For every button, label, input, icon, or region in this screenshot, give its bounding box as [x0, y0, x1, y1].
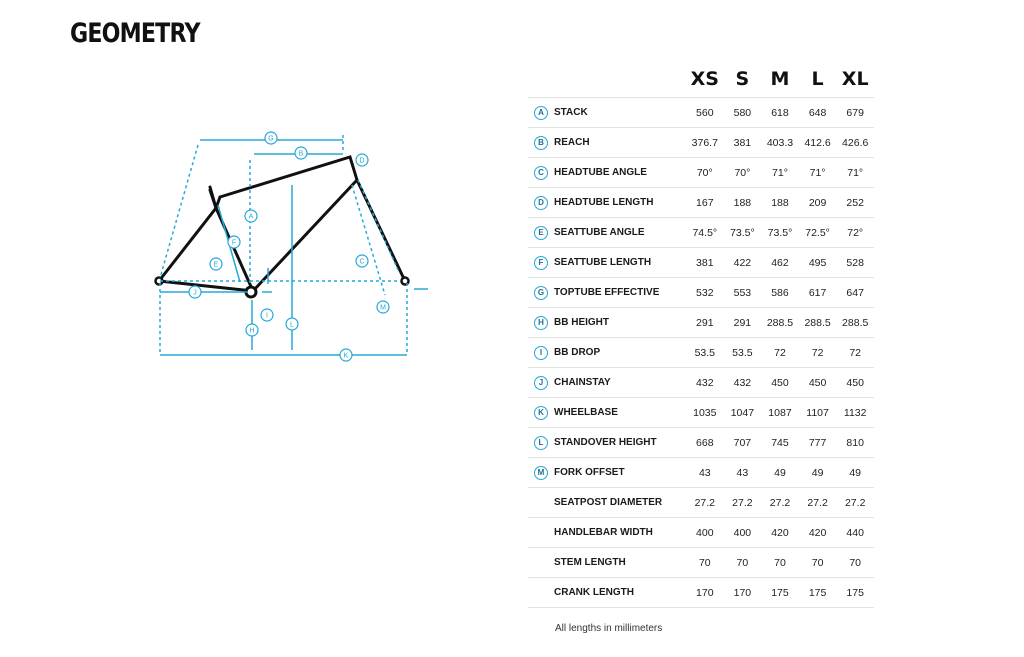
value-cell-l: 49	[799, 458, 837, 488]
value-cell-l: 617	[799, 278, 837, 308]
value-cell-xs: 432	[686, 368, 724, 398]
value-cell-l: 495	[799, 248, 837, 278]
row-badge-cell	[528, 548, 554, 578]
row-badge-cell	[528, 428, 554, 458]
letter-badge: C	[534, 166, 548, 180]
value-cell-m: 420	[761, 518, 799, 548]
table-row	[528, 578, 874, 608]
value-cell-s: 432	[724, 368, 762, 398]
value-cell-xl: 72	[836, 338, 874, 368]
value-cell-m: 618	[761, 98, 799, 128]
svg-text:H: H	[249, 327, 255, 335]
value-cell-s: 70	[724, 548, 762, 578]
diagram-badge-a	[245, 210, 257, 222]
value-cell-s: 400	[724, 518, 762, 548]
value-cell-m: 72	[761, 338, 799, 368]
value-cell-l: 71°	[799, 158, 837, 188]
table-row	[528, 428, 874, 458]
diagram-badge-j	[189, 286, 201, 298]
value-cell-xl: 49	[836, 458, 874, 488]
diagram-badge-b	[295, 147, 307, 159]
value-cell-xs: 291	[686, 308, 724, 338]
value-cell-s: 188	[724, 188, 762, 218]
row-label: HEADTUBE LENGTH	[554, 188, 686, 218]
svg-text:M: M	[380, 304, 386, 312]
value-cell-s: 553	[724, 278, 762, 308]
table-row	[528, 278, 874, 308]
value-cell-s: 1047	[724, 398, 762, 428]
svg-text:F: F	[231, 239, 237, 247]
value-cell-s: 53.5	[724, 338, 762, 368]
letter-badge: M	[534, 466, 548, 480]
row-badge-cell	[528, 218, 554, 248]
row-label: HANDLEBAR WIDTH	[554, 518, 686, 548]
letter-badge: H	[534, 316, 548, 330]
value-cell-m: 73.5°	[761, 218, 799, 248]
svg-text:I: I	[266, 312, 268, 320]
value-cell-xs: 381	[686, 248, 724, 278]
row-label: FORK OFFSET	[554, 458, 686, 488]
value-cell-xl: 440	[836, 518, 874, 548]
row-badge-cell	[528, 188, 554, 218]
value-cell-xl: 1132	[836, 398, 874, 428]
row-badge-cell	[528, 488, 554, 518]
value-cell-m: 71°	[761, 158, 799, 188]
svg-text:E: E	[213, 261, 219, 269]
table-row	[528, 218, 874, 248]
value-cell-xl: 450	[836, 368, 874, 398]
table-row	[528, 518, 874, 548]
value-cell-s: 580	[724, 98, 762, 128]
size-header-xl: XL	[836, 60, 874, 98]
value-cell-s: 70°	[724, 158, 762, 188]
row-badge-cell	[528, 128, 554, 158]
table-row	[528, 158, 874, 188]
row-label: SEATTUBE ANGLE	[554, 218, 686, 248]
row-label: CRANK LENGTH	[554, 578, 686, 608]
letter-badge: E	[534, 226, 548, 240]
letter-badge: B	[534, 136, 548, 150]
value-cell-xl: 288.5	[836, 308, 874, 338]
value-cell-s: 170	[724, 578, 762, 608]
table-row	[528, 128, 874, 158]
row-label: STANDOVER HEIGHT	[554, 428, 686, 458]
row-label: HEADTUBE ANGLE	[554, 158, 686, 188]
diagram-badge-m	[377, 301, 389, 313]
svg-text:D: D	[359, 157, 365, 165]
value-cell-l: 72.5°	[799, 218, 837, 248]
value-cell-l: 450	[799, 368, 837, 398]
value-cell-s: 291	[724, 308, 762, 338]
value-cell-l: 209	[799, 188, 837, 218]
row-badge-cell	[528, 98, 554, 128]
table-row	[528, 98, 874, 128]
value-cell-s: 381	[724, 128, 762, 158]
row-badge-cell	[528, 518, 554, 548]
value-cell-xs: 27.2	[686, 488, 724, 518]
value-cell-m: 745	[761, 428, 799, 458]
value-cell-xs: 70°	[686, 158, 724, 188]
value-cell-m: 288.5	[761, 308, 799, 338]
value-cell-xl: 71°	[836, 158, 874, 188]
size-header-s: S	[724, 60, 762, 98]
value-cell-xl: 679	[836, 98, 874, 128]
table-row	[528, 398, 874, 428]
value-cell-xl: 528	[836, 248, 874, 278]
row-label: REACH	[554, 128, 686, 158]
letter-badge: D	[534, 196, 548, 210]
svg-text:K: K	[343, 352, 349, 360]
letter-badge: L	[534, 436, 548, 450]
letter-badge: G	[534, 286, 548, 300]
value-cell-xs: 532	[686, 278, 724, 308]
value-cell-l: 175	[799, 578, 837, 608]
units-footnote: All lengths in millimeters	[555, 623, 663, 634]
value-cell-xl: 72°	[836, 218, 874, 248]
size-header-xs: XS	[686, 60, 724, 98]
diagram-badge-k	[340, 349, 352, 361]
value-cell-xs: 70	[686, 548, 724, 578]
row-label: SEATPOST DIAMETER	[554, 488, 686, 518]
value-cell-xs: 1035	[686, 398, 724, 428]
diagram-badge-d	[356, 154, 368, 166]
size-header-l: L	[799, 60, 837, 98]
geometry-table-body	[528, 98, 874, 608]
value-cell-xl: 810	[836, 428, 874, 458]
value-cell-m: 49	[761, 458, 799, 488]
table-row	[528, 338, 874, 368]
row-badge-cell	[528, 578, 554, 608]
value-cell-s: 27.2	[724, 488, 762, 518]
value-cell-s: 422	[724, 248, 762, 278]
row-label: TOPTUBE EFFECTIVE	[554, 278, 686, 308]
value-cell-m: 462	[761, 248, 799, 278]
value-cell-xs: 43	[686, 458, 724, 488]
svg-text:L: L	[290, 321, 294, 329]
diagram-badge-h	[246, 324, 258, 336]
value-cell-xs: 376.7	[686, 128, 724, 158]
svg-text:A: A	[248, 213, 254, 221]
geometry-table	[528, 60, 874, 608]
bike-frame	[159, 157, 405, 291]
row-badge-cell	[528, 278, 554, 308]
row-label: SEATTUBE LENGTH	[554, 248, 686, 278]
page-title: GEOMETRY	[70, 18, 200, 49]
table-row	[528, 548, 874, 578]
row-label: CHAINSTAY	[554, 368, 686, 398]
value-cell-l: 72	[799, 338, 837, 368]
frame-geometry-diagram	[150, 125, 440, 365]
table-row	[528, 488, 874, 518]
letter-badge: K	[534, 406, 548, 420]
size-header-row	[528, 60, 874, 98]
diagram-badge-f	[228, 236, 240, 248]
value-cell-l: 288.5	[799, 308, 837, 338]
value-cell-s: 73.5°	[724, 218, 762, 248]
value-cell-xl: 175	[836, 578, 874, 608]
value-cell-l: 70	[799, 548, 837, 578]
row-badge-cell	[528, 458, 554, 488]
value-cell-s: 43	[724, 458, 762, 488]
value-cell-l: 420	[799, 518, 837, 548]
row-label: BB DROP	[554, 338, 686, 368]
svg-text:C: C	[359, 258, 365, 266]
row-label: WHEELBASE	[554, 398, 686, 428]
row-badge-cell	[528, 338, 554, 368]
value-cell-m: 188	[761, 188, 799, 218]
table-row	[528, 248, 874, 278]
value-cell-xl: 647	[836, 278, 874, 308]
row-badge-cell	[528, 308, 554, 338]
row-badge-cell	[528, 368, 554, 398]
value-cell-xl: 252	[836, 188, 874, 218]
value-cell-xs: 167	[686, 188, 724, 218]
table-row	[528, 188, 874, 218]
value-cell-m: 175	[761, 578, 799, 608]
value-cell-xs: 400	[686, 518, 724, 548]
table-row	[528, 458, 874, 488]
value-cell-xl: 27.2	[836, 488, 874, 518]
letter-badge: A	[534, 106, 548, 120]
value-cell-xs: 53.5	[686, 338, 724, 368]
table-row	[528, 308, 874, 338]
row-label: BB HEIGHT	[554, 308, 686, 338]
svg-text:G: G	[268, 135, 274, 143]
svg-text:J: J	[193, 289, 197, 297]
diagram-badge-c	[356, 255, 368, 267]
svg-text:B: B	[298, 150, 304, 158]
value-cell-m: 27.2	[761, 488, 799, 518]
value-cell-l: 1107	[799, 398, 837, 428]
value-cell-l: 412.6	[799, 128, 837, 158]
size-header-m: M	[761, 60, 799, 98]
value-cell-s: 707	[724, 428, 762, 458]
table-row	[528, 368, 874, 398]
row-badge-cell	[528, 248, 554, 278]
value-cell-xl: 426.6	[836, 128, 874, 158]
value-cell-l: 777	[799, 428, 837, 458]
letter-badge: I	[534, 346, 548, 360]
value-cell-m: 70	[761, 548, 799, 578]
diagram-badge-e	[210, 258, 222, 270]
header-label-spacer	[554, 60, 686, 98]
value-cell-xs: 170	[686, 578, 724, 608]
value-cell-l: 27.2	[799, 488, 837, 518]
header-spacer	[528, 60, 554, 98]
diagram-badge-g	[265, 132, 277, 144]
value-cell-m: 1087	[761, 398, 799, 428]
value-cell-m: 450	[761, 368, 799, 398]
value-cell-m: 403.3	[761, 128, 799, 158]
letter-badge: F	[534, 256, 548, 270]
diagram-badge-i	[261, 309, 273, 321]
row-label: STACK	[554, 98, 686, 128]
diagram-badges	[189, 132, 389, 361]
row-label: STEM LENGTH	[554, 548, 686, 578]
value-cell-l: 648	[799, 98, 837, 128]
value-cell-xs: 560	[686, 98, 724, 128]
letter-badge: J	[534, 376, 548, 390]
value-cell-xs: 74.5°	[686, 218, 724, 248]
row-badge-cell	[528, 158, 554, 188]
value-cell-xl: 70	[836, 548, 874, 578]
value-cell-xs: 668	[686, 428, 724, 458]
row-badge-cell	[528, 398, 554, 428]
diagram-badge-l	[286, 318, 298, 330]
value-cell-m: 586	[761, 278, 799, 308]
